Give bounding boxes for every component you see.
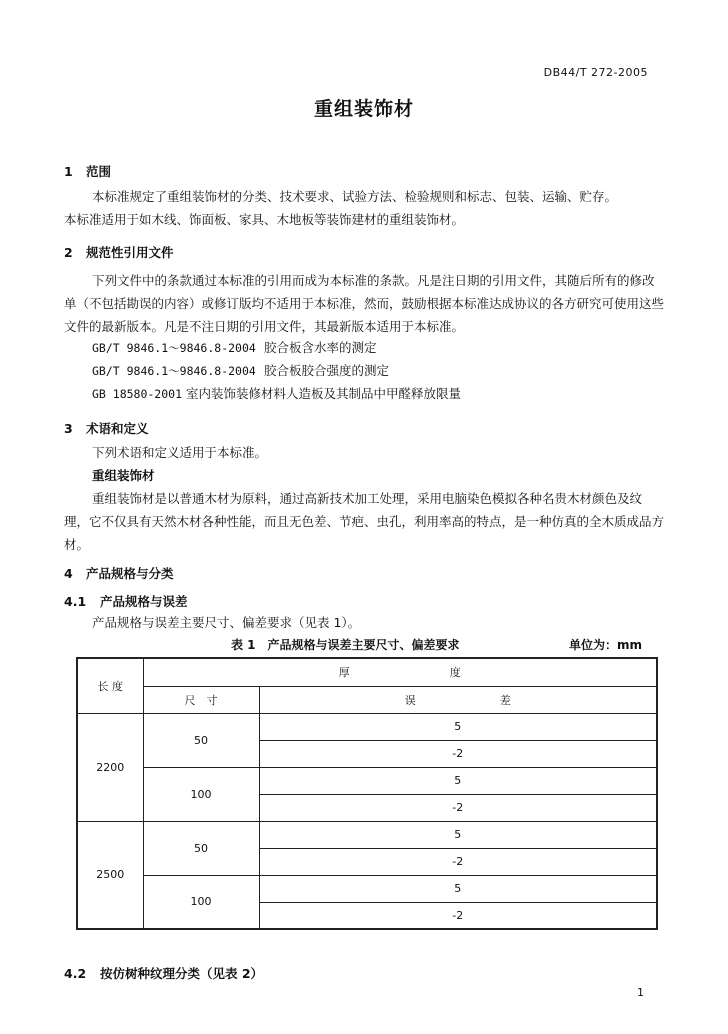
- table-caption: 表 1 产品规格与误差主要尺寸、偏差要求: [231, 638, 460, 652]
- header-size: 尺 寸: [143, 686, 259, 713]
- section-number: 2: [64, 245, 73, 260]
- subsection-number: 4.1: [64, 594, 87, 609]
- section-title: 范围: [86, 164, 112, 179]
- table-header-row: [77, 658, 657, 686]
- cell-length: 2500: [77, 821, 143, 929]
- table-unit: 单位为：mm: [568, 638, 642, 652]
- section-number: 3: [64, 421, 73, 436]
- reference-code: GB/T 9846.1～9846.8-2004: [92, 364, 256, 378]
- subsection-title: 按仿树种纹理分类（见表 2）: [100, 966, 264, 981]
- section-3-paragraph: 下列术语和定义适用于本标准。: [92, 445, 268, 460]
- reference-item: [92, 384, 461, 402]
- header-thickness-char: 厚: [338, 666, 350, 680]
- header-thickness-char: 度: [449, 666, 461, 680]
- cell-tolerance: -2: [259, 848, 657, 875]
- header-thickness: [143, 658, 657, 686]
- table-row: [77, 767, 657, 794]
- reference-title: 室内装饰装修材料人造板及其制品中甲醛释放限量: [186, 386, 462, 401]
- subsection-title: 产品规格与误差: [100, 594, 188, 609]
- page-title: 重组装饰材: [313, 98, 414, 120]
- header-length: 长 度: [77, 658, 143, 713]
- cell-tolerance: 5: [259, 821, 657, 848]
- section-title: 术语和定义: [86, 421, 149, 436]
- cell-size: 50: [143, 713, 259, 767]
- section-2-paragraph: 下列文件中的条款通过本标准的引用而成为本标准的条款。凡是注日期的引用文件，其随后所有的修改单（不包括勘误的内容）或修订版均不适用于本标准，然而，鼓励根据本标准达成协议的各方研究可使用这些文件的最新版本。凡是不注日期的引用文件，其最新版本适用于本标准。: [64, 273, 665, 334]
- section-title: 产品规格与分类: [86, 566, 174, 581]
- term-name: 重组装饰材: [92, 468, 155, 483]
- section-1-heading: [64, 162, 111, 180]
- cell-tolerance: 5: [259, 875, 657, 902]
- header-tolerance-char: 差: [499, 693, 511, 707]
- table-row: [77, 821, 657, 848]
- term-definition: 重组装饰材是以普通木材为原料，通过高新技术加工处理，采用电脑染色模拟各种名贵木材颜色及纹理，它不仅具有天然木材各种性能，而且无色差、节疤、虫孔，利用率高的特点，是一种仿真的全木质成品方材。: [64, 491, 665, 552]
- cell-size: 100: [143, 767, 259, 821]
- table-row: [77, 875, 657, 902]
- section-number: 1: [64, 164, 73, 179]
- cell-tolerance: -2: [259, 902, 657, 929]
- header-tolerance: [259, 686, 657, 713]
- spec-table: [76, 657, 658, 930]
- page-number: 1: [637, 986, 644, 999]
- section-3-heading: [64, 419, 149, 437]
- standard-code: DB44/T 272-2005: [543, 66, 648, 79]
- reference-title: 胶合板胶合强度的测定: [264, 363, 390, 378]
- section-1-paragraph-1: 本标准规定了重组装饰材的分类、技术要求、试验方法、检验规则和标志、包装、运输、贮存。: [92, 189, 618, 204]
- section-1-paragraph-2: 本标准适用于如木线、饰面板、家具、木地板等装饰建材的重组装饰材。: [64, 212, 465, 227]
- reference-item: [92, 361, 389, 379]
- cell-tolerance: 5: [259, 767, 657, 794]
- table-header-row: [77, 686, 657, 713]
- header-tolerance-char: 误: [404, 693, 416, 707]
- cell-tolerance: -2: [259, 740, 657, 767]
- reference-item: [92, 338, 377, 356]
- cell-tolerance: -2: [259, 794, 657, 821]
- cell-length: 2200: [77, 713, 143, 821]
- cell-size: 100: [143, 875, 259, 929]
- reference-code: GB 18580-2001: [92, 387, 183, 401]
- table-row: [77, 713, 657, 740]
- section-number: 4: [64, 566, 73, 581]
- cell-size: 50: [143, 821, 259, 875]
- reference-title: 胶合板含水率的测定: [264, 340, 377, 355]
- subsection-4-2-heading: [64, 964, 263, 982]
- reference-code: GB/T 9846.1～9846.8-2004: [92, 341, 256, 355]
- section-2-heading: [64, 243, 174, 261]
- section-title: 规范性引用文件: [86, 245, 174, 260]
- cell-tolerance: 5: [259, 713, 657, 740]
- section-4-heading: [64, 564, 174, 582]
- subsection-number: 4.2: [64, 966, 87, 981]
- subsection-4-1-heading: [64, 592, 188, 610]
- subsection-4-1-text: 产品规格与误差主要尺寸、偏差要求（见表 1）。: [92, 615, 361, 630]
